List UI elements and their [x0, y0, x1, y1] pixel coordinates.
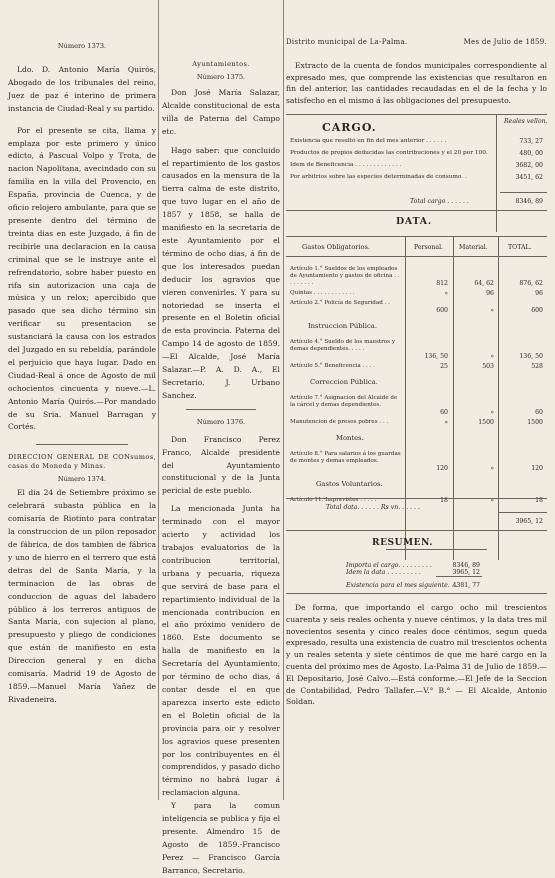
resumen-table [286, 560, 547, 600]
notice-number: Número 1373. [57, 42, 107, 50]
divider [36, 444, 128, 445]
data-row-material: » [490, 497, 494, 504]
cargo-row-label: Por arbitrios sobre las especies determinadas de consumo. . [290, 174, 467, 180]
data-row-total: 136, 50 [519, 353, 543, 360]
data-table [286, 236, 547, 560]
data-row-personal: 136, 50 [424, 353, 448, 360]
data-row-personal: 18 [440, 497, 448, 504]
data-row-material: » [490, 409, 494, 416]
data-row-material: 1500 [478, 419, 494, 426]
cargo-row-value: 480, 00 [519, 150, 543, 157]
district-title: Distrito municipal de La-Palma. [286, 38, 408, 46]
data-row-label: Artículo 8.° Para salarios á los guardas de montes y demas empleados. [290, 451, 401, 464]
data-row-personal: 25 [440, 363, 448, 370]
cargo-table [286, 114, 547, 232]
data-row-material: » [490, 307, 494, 314]
data-row-label: Artículo 7.° Asignacion del Alcaide de la cárcel y demas dependientes. [290, 395, 398, 408]
data-row-material: » [490, 353, 494, 360]
resumen-row-value: 8346, 89 [452, 562, 480, 569]
resumen-row-label: Idem la data . . . . . . . . . [346, 569, 421, 576]
notice-number: Número 1374. [57, 475, 107, 484]
column-right [286, 0, 547, 708]
data-row-label: Manutencion de presos pobres . . . [290, 419, 389, 425]
data-row-label: Artículo 11. Imprevistos . . . . . [290, 497, 377, 503]
account-intro: Extracto de la cuenta de fondos municipales correspondiente al expresado mes, que comprende las existencias que resultaron en fin del anterior, las cantidades recaudadas en el de la fecha y lo satisfecho en el mismo á las obligaciones del presupuesto. [286, 61, 547, 105]
cargo-row-label: Idem de Beneficencia . . . . . . . . . . . . . [290, 162, 402, 168]
data-total-label: Total data. . . . . . Rs vn. . . . . . [326, 504, 420, 511]
data-row-total: 600 [531, 307, 543, 314]
header-material: Material. [459, 244, 488, 251]
section-heading: Ayuntamientos. [192, 60, 250, 68]
cargo-row-value: 733, 27 [519, 138, 543, 145]
notice-body: Hago saber: que concluido el repartimiento de los gastos causados en la mensura de la tierra calma de este distrito, que tuvo lugar en el año de 1857 y 1858, se halla de manifiesto en la secretaria de este Ayuntamiento por el término de ocho dias, á fin de que los interesados puedan deducir los agravios que vieren convenirles. Y para su notoriedad se inserta el presente en el Boletin oficial de esta provincia. Paterna del Campo 14 de agosto de 1859. —El Alcalde, José María Salazar.—P. A. D. A., El Secretario, J. Urbano Sanchez. [162, 145, 280, 400]
data-row-personal: » [444, 419, 448, 426]
column-left [8, 0, 156, 707]
notice-number: Número 1375. [196, 73, 246, 81]
cargo-total-label: Total cargo . . . . . . [410, 198, 469, 205]
data-section-title: Montes. [336, 434, 364, 442]
data-total-value: 3965, 12 [515, 518, 543, 525]
data-section-title: Instruccion Pública. [308, 322, 377, 330]
data-row-material: 503 [482, 363, 494, 370]
cargo-row-value: 3682, 00 [515, 162, 543, 169]
column-divider [158, 0, 159, 800]
notice-heading-paragraph: Ldo. D. Antonio María Quirós, Abogado de los tribunales del reino, Juez de paz é interino de primera instancia de Ciudad-Real y su partido. [8, 65, 156, 113]
data-row-label: Artículo 1.° Sueldos de los empleados de Ayuntamiento y gastos de oficina . . . . . . . . . [290, 266, 400, 286]
data-row-personal: 812 [436, 280, 448, 287]
cargo-total-value: 8346, 89 [515, 198, 543, 205]
resumen-row-label: Importa el cargo. . . . . . . . . [346, 562, 432, 569]
resumen-row-value: 3965, 12 [452, 569, 480, 576]
data-section-title: Correccion Pública. [310, 378, 378, 386]
month-title: Mes de Julio de 1859. [463, 38, 547, 46]
data-row-total: 1500 [527, 419, 543, 426]
data-row-personal: 120 [436, 465, 448, 472]
header-gastos: Gastos Obligatorios. [302, 243, 371, 251]
data-row-material: 96 [486, 290, 494, 297]
cargo-title: CARGO. [322, 121, 377, 134]
data-row-material: » [490, 465, 494, 472]
cargo-row-value: 3451, 62 [515, 174, 543, 181]
data-section-title: Gastos Voluntarios. [316, 480, 383, 488]
notice-number: Número 1376. [196, 417, 246, 426]
data-row-total: 60 [535, 409, 543, 416]
data-row-personal: 60 [440, 409, 448, 416]
cargo-row-label: Existencia que resultó en fin del mes anterior . . . . . . [290, 138, 447, 144]
data-row-total: 18 [535, 497, 543, 504]
data-row-material: 64, 62 [474, 280, 494, 287]
data-row-personal: » [444, 290, 448, 297]
notice-body: Y para la comun inteligencia se publica y fija el presente. Almendro 15 de Agosto de 1859.-Francisco Perez — Francisco García Barranco, Secretario. [162, 801, 280, 875]
notice-heading-paragraph: Don Francisco Perez Franco, Alcalde presidente del Ayuntamiento constitucional y de la Junta pericial de este pueblo. [162, 434, 280, 496]
currency-header: Reales vellon. [504, 118, 548, 125]
page-header [286, 38, 547, 50]
data-row-label: Artículo 2.° Policía de Seguridad . . [290, 300, 390, 306]
cargo-row-label: Productos de propios deducidas las contribuciones y el 20 por 100. [290, 150, 488, 156]
data-row-label: Quintas . . . . . . . . . . . . [290, 290, 355, 296]
divider [186, 409, 256, 410]
column-middle [162, 0, 280, 878]
data-row-personal: 600 [436, 307, 448, 314]
notice-body: Por el presente se cita, llama y emplaza por este primero y único edicto, á Pascual Volpo y Trota, de nacion Napolitana, avecindado con su familia en la villa del Provencio, en España, provincia de Cuenca, y de oficio relojero ambulante, para que se presente dentro del término de treinta dias en este Juzgado, á fin de recibirle una declaracion en la causa criminal que se le instruye ante el refrendatorio, sobre haber puesto en rifa sin autorizacion una caja de música y un relox; apercibido que pasado que sea dicho término sin verificar su presentacion se sustanciará la causa con los estrados del Juzgado en su rebeldía, parándole el perjuicio que haya lugar. Dado en Ciudad-Real á once de Agosto de mil ochocientos cincuenta y nueve.—L. Antonio María Quirós.—Por mandado de su Sria. Manuel Barragan y Cortés. [8, 125, 156, 432]
column-divider [283, 0, 284, 800]
closing-paragraph: De forma, que importando el cargo ocho mil trescientos cuarenta y seis reales ochenta y nueve céntimos, y la data tres mil novecientos sesenta y cinco reales doce céntimos, segun queda expresado, resulta una existencia de cuatro mil trescientos ochenta y un reales setenta y siete céntimos de que me haré cargo en la cuenta del próximo mes de Agosto. La-Palma 31 de Julio de 1859.—El Depositario, José Calvo.—Está conforme.—El Jefe de la Seccion de Contabilidad, Pedro Tallafer.—V.° B.° — El Alcalde, Antonio Soldan. [286, 603, 547, 707]
data-row-total: 528 [531, 363, 543, 370]
data-row-total: 120 [531, 465, 543, 472]
notice-body: El dia 24 de Setiembre próximo se celebrará subasta pública en la comisaría de Riotinto para contratar la construccion de un pilon reposador de fábrica, de dos tambien de fábrica y uno de hierro en el terrero que está detras del de Santa María, y la terminacion de las obras de conduccion de aguas del labadero público á los terreros antiguos de Santa María, con sujecion al plano, presupuesto y pliego de condiciones que están de manifiesto en esta Direccion general y en dicha comisaría. Madrid 19 de Agosto de 1859.—Manuel María Yañez de Rivadeneira. [8, 488, 156, 704]
notice-body: La mencionada Junta ha terminado con el mayor acierto y actividad los trabajos evaluatorios de la contribucion territorial, urbana y pecuaria, riqueza que servirá de base para el repartimiento individual de la mencionada contribucion en el año próximo venidero de 1860. Este documento se halla de manifiesto en la Secretaría del Ayuntamiento, por término de ocho dias, á contar desde el en que aparezca inserto este edicto en el Boletin oficial de la provincia para oir y resolver los agravios quese presenten por los contribuyentes en él comprendidos, y pasado dicho término no habrá lugar á reclamacion alguna. [162, 504, 280, 798]
header-total: TOTAL. [508, 244, 532, 251]
header-personal: Personal. [414, 244, 444, 251]
data-row-label: Artículo 4.° Sueldo de los maestros y demas dependientes. . . . . [290, 339, 395, 352]
existence-value: 4381, 77 [452, 582, 480, 589]
notice-heading-paragraph: Don José María Salazar, Alcalde constitucional de esta villa de Paterna del Campo etc. [162, 88, 280, 136]
data-title: DATA. [396, 216, 432, 227]
data-row-total: 96 [535, 290, 543, 297]
resumen-title: RESUMEN. [372, 538, 434, 548]
data-row-total: 876, 62 [519, 280, 543, 287]
existence-label: Existencia para el mes siguiente. . . [346, 582, 458, 589]
section-heading: DIRECCION GENERAL DE CONsumos, casas de Moneda y Minas. [8, 453, 156, 471]
data-row-label: Artículo 5.° Beneficencia . . . . [290, 363, 375, 369]
